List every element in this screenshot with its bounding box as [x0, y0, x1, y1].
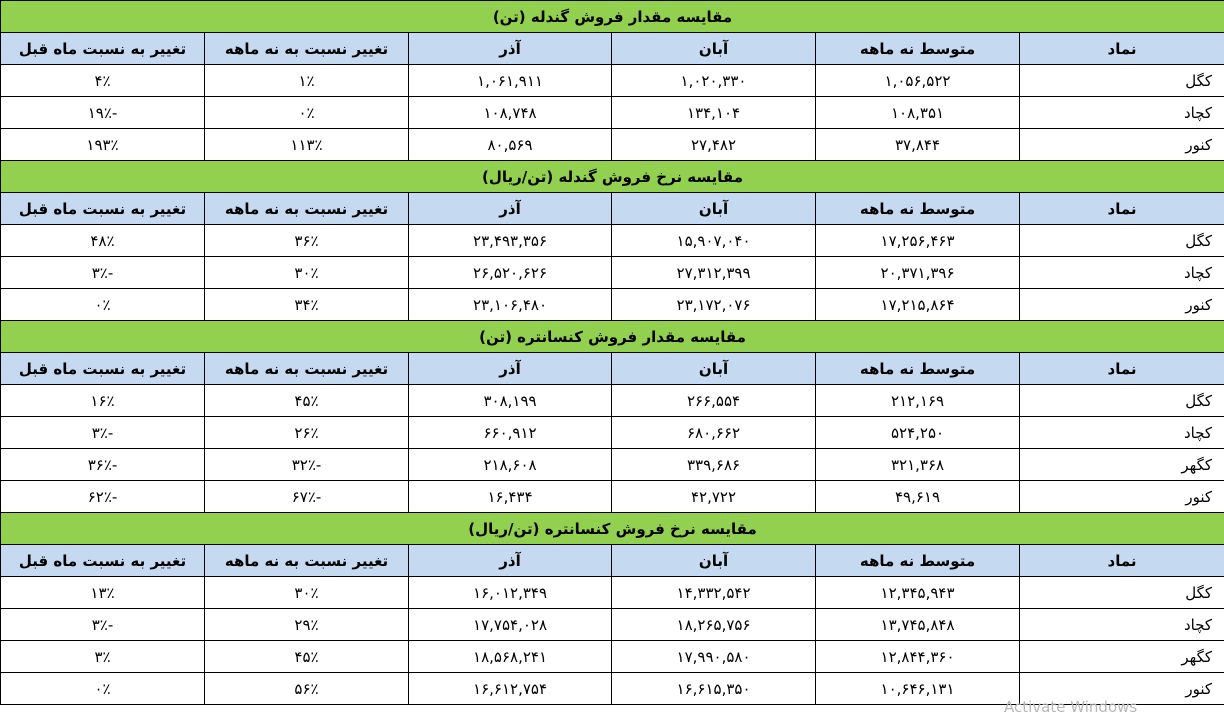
- nine-month-avg-header: متوسط نه ماهه: [816, 33, 1020, 65]
- change-vs-prev-month-header: تغییر به نسبت ماه قبل: [1, 353, 205, 385]
- aban-cell: ۲۳,۱۷۲,۰۷۶: [612, 289, 816, 321]
- change-vs-prev-month-header: تغییر به نسبت ماه قبل: [1, 193, 205, 225]
- nine-month-avg-header: متوسط نه ماهه: [816, 193, 1020, 225]
- azar-header: آذر: [409, 33, 612, 65]
- symbol-header: نماد: [1020, 545, 1224, 577]
- aban-cell: ۱۸,۲۶۵,۷۵۶: [612, 609, 816, 641]
- change-vs-prev-month-cell: -۶۲٪: [1, 481, 205, 513]
- aban-cell: ۶۸۰,۶۶۲: [612, 417, 816, 449]
- aban-cell: ۱۳۴,۱۰۴: [612, 97, 816, 129]
- symbol-cell: کچاد: [1020, 257, 1224, 289]
- change-vs-nine-month-cell: ۲۹٪: [205, 609, 409, 641]
- change-vs-nine-month-cell: ۳۰٪: [205, 257, 409, 289]
- table-row: [1, 385, 1224, 417]
- change-vs-nine-month-cell: ۳۴٪: [205, 289, 409, 321]
- azar-cell: ۱۸,۵۶۸,۲۴۱: [409, 641, 612, 673]
- azar-cell: ۳۰۸,۱۹۹: [409, 385, 612, 417]
- symbol-cell: کگل: [1020, 385, 1224, 417]
- aban-cell: ۳۳۹,۶۸۶: [612, 449, 816, 481]
- symbol-cell: کگل: [1020, 225, 1224, 257]
- section-title: مقایسه مقدار فروش کنسانتره (تن): [1, 321, 1224, 353]
- symbol-cell: کگل: [1020, 65, 1224, 97]
- azar-cell: ۱۶,۶۱۲,۷۵۴: [409, 673, 612, 705]
- column-header-row: [1, 193, 1224, 225]
- change-vs-prev-month-header: تغییر به نسبت ماه قبل: [1, 33, 205, 65]
- symbol-cell: کچاد: [1020, 609, 1224, 641]
- change-vs-nine-month-cell: ۵۶٪: [205, 673, 409, 705]
- nine-month-avg-cell: ۱,۰۵۶,۵۲۲: [816, 65, 1020, 97]
- azar-header: آذر: [409, 545, 612, 577]
- azar-cell: ۱۷,۷۵۴,۰۲۸: [409, 609, 612, 641]
- section-title: مقایسه نرخ فروش گندله (تن/ریال): [1, 161, 1224, 193]
- table-row: [1, 577, 1224, 609]
- azar-cell: ۱,۰۶۱,۹۱۱: [409, 65, 612, 97]
- symbol-header: نماد: [1020, 33, 1224, 65]
- nine-month-avg-cell: ۳۲۱,۳۶۸: [816, 449, 1020, 481]
- change-vs-nine-month-cell: ۱٪: [205, 65, 409, 97]
- azar-cell: ۱۶,۴۳۴: [409, 481, 612, 513]
- table-row: [1, 609, 1224, 641]
- table-row: [1, 417, 1224, 449]
- change-vs-prev-month-cell: ۰٪: [1, 673, 205, 705]
- section-title: مقایسه مقدار فروش گندله (تن): [1, 1, 1224, 33]
- aban-cell: ۱۵,۹۰۷,۰۴۰: [612, 225, 816, 257]
- change-vs-nine-month-cell: -۳۲٪: [205, 449, 409, 481]
- change-vs-nine-month-header: تغییر نسبت به نه ماهه: [205, 545, 409, 577]
- change-vs-prev-month-cell: ۱۶٪: [1, 385, 205, 417]
- azar-cell: ۲۱۸,۶۰۸: [409, 449, 612, 481]
- symbol-cell: کچاد: [1020, 417, 1224, 449]
- symbol-cell: کگهر: [1020, 449, 1224, 481]
- change-vs-prev-month-cell: ۴٪: [1, 65, 205, 97]
- aban-header: آبان: [612, 193, 816, 225]
- table-row: [1, 289, 1224, 321]
- symbol-cell: کگهر: [1020, 641, 1224, 673]
- aban-cell: ۱,۰۲۰,۳۳۰: [612, 65, 816, 97]
- aban-header: آبان: [612, 353, 816, 385]
- change-vs-nine-month-cell: -۶۷٪: [205, 481, 409, 513]
- azar-cell: ۲۳,۴۹۳,۳۵۶: [409, 225, 612, 257]
- nine-month-avg-cell: ۱۰۸,۳۵۱: [816, 97, 1020, 129]
- table-row: [1, 449, 1224, 481]
- symbol-cell: کنور: [1020, 129, 1224, 161]
- aban-header: آبان: [612, 545, 816, 577]
- nine-month-avg-cell: ۴۹,۶۱۹: [816, 481, 1020, 513]
- column-header-row: [1, 353, 1224, 385]
- symbol-cell: کنور: [1020, 289, 1224, 321]
- azar-cell: ۲۶,۵۲۰,۶۲۶: [409, 257, 612, 289]
- table-row: [1, 481, 1224, 513]
- change-vs-nine-month-header: تغییر نسبت به نه ماهه: [205, 33, 409, 65]
- change-vs-nine-month-cell: ۴۵٪: [205, 385, 409, 417]
- aban-cell: ۱۷,۹۹۰,۵۸۰: [612, 641, 816, 673]
- change-vs-nine-month-cell: ۴۵٪: [205, 641, 409, 673]
- symbol-header: نماد: [1020, 193, 1224, 225]
- nine-month-avg-cell: ۱۲,۳۴۵,۹۴۳: [816, 577, 1020, 609]
- nine-month-avg-cell: ۱۳,۷۴۵,۸۴۸: [816, 609, 1020, 641]
- change-vs-prev-month-cell: -۳٪: [1, 257, 205, 289]
- nine-month-avg-cell: ۲۱۲,۱۶۹: [816, 385, 1020, 417]
- symbol-cell: کنور: [1020, 673, 1224, 705]
- activate-windows-watermark: Activate Windows: [1004, 698, 1137, 716]
- change-vs-prev-month-cell: ۴۸٪: [1, 225, 205, 257]
- table-row: [1, 65, 1224, 97]
- azar-cell: ۶۶۰,۹۱۲: [409, 417, 612, 449]
- azar-cell: ۱۶,۰۱۲,۳۴۹: [409, 577, 612, 609]
- aban-cell: ۲۷,۳۱۲,۳۹۹: [612, 257, 816, 289]
- nine-month-avg-cell: ۵۲۴,۲۵۰: [816, 417, 1020, 449]
- change-vs-nine-month-cell: ۳۰٪: [205, 577, 409, 609]
- column-header-row: [1, 33, 1224, 65]
- change-vs-prev-month-cell: ۱۹۳٪: [1, 129, 205, 161]
- azar-cell: ۸۰,۵۶۹: [409, 129, 612, 161]
- azar-cell: ۱۰۸,۷۴۸: [409, 97, 612, 129]
- change-vs-prev-month-cell: -۱۹٪: [1, 97, 205, 129]
- table-row: [1, 641, 1224, 673]
- change-vs-nine-month-cell: ۳۶٪: [205, 225, 409, 257]
- nine-month-avg-cell: ۱۷,۲۱۵,۸۶۴: [816, 289, 1020, 321]
- section-title: مقایسه نرخ فروش کنسانتره (تن/ریال): [1, 513, 1224, 545]
- change-vs-prev-month-cell: ۰٪: [1, 289, 205, 321]
- change-vs-prev-month-cell: -۳٪: [1, 609, 205, 641]
- change-vs-nine-month-cell: ۱۱۳٪: [205, 129, 409, 161]
- table-row: [1, 257, 1224, 289]
- nine-month-avg-cell: ۱۷,۲۵۶,۴۶۳: [816, 225, 1020, 257]
- aban-header: آبان: [612, 33, 816, 65]
- symbol-cell: کچاد: [1020, 97, 1224, 129]
- aban-cell: ۱۶,۶۱۵,۳۵۰: [612, 673, 816, 705]
- table-row: [1, 225, 1224, 257]
- change-vs-nine-month-cell: ۲۶٪: [205, 417, 409, 449]
- change-vs-prev-month-cell: ۳٪: [1, 641, 205, 673]
- symbol-cell: کگل: [1020, 577, 1224, 609]
- change-vs-prev-month-cell: ۱۳٪: [1, 577, 205, 609]
- nine-month-avg-header: متوسط نه ماهه: [816, 353, 1020, 385]
- aban-cell: ۲۶۶,۵۵۴: [612, 385, 816, 417]
- azar-header: آذر: [409, 353, 612, 385]
- azar-header: آذر: [409, 193, 612, 225]
- change-vs-prev-month-cell: -۳۶٪: [1, 449, 205, 481]
- nine-month-avg-cell: ۱۲,۸۴۴,۳۶۰: [816, 641, 1020, 673]
- azar-cell: ۲۳,۱۰۶,۴۸۰: [409, 289, 612, 321]
- change-vs-prev-month-cell: -۳٪: [1, 417, 205, 449]
- nine-month-avg-cell: ۳۷,۸۴۴: [816, 129, 1020, 161]
- section-title-row: [1, 161, 1224, 193]
- aban-cell: ۲۷,۴۸۲: [612, 129, 816, 161]
- section-title-row: [1, 513, 1224, 545]
- table-row: [1, 97, 1224, 129]
- nine-month-avg-cell: ۲۰,۳۷۱,۳۹۶: [816, 257, 1020, 289]
- change-vs-prev-month-header: تغییر به نسبت ماه قبل: [1, 545, 205, 577]
- section-title-row: [1, 321, 1224, 353]
- change-vs-nine-month-header: تغییر نسبت به نه ماهه: [205, 193, 409, 225]
- section-title-row: [1, 1, 1224, 33]
- nine-month-avg-cell: ۱۰,۶۴۶,۱۳۱: [816, 673, 1020, 705]
- symbol-cell: کنور: [1020, 481, 1224, 513]
- column-header-row: [1, 545, 1224, 577]
- nine-month-avg-header: متوسط نه ماهه: [816, 545, 1020, 577]
- aban-cell: ۱۴,۳۳۲,۵۴۲: [612, 577, 816, 609]
- change-vs-nine-month-cell: ۰٪: [205, 97, 409, 129]
- aban-cell: ۴۲,۷۲۲: [612, 481, 816, 513]
- symbol-header: نماد: [1020, 353, 1224, 385]
- change-vs-nine-month-header: تغییر نسبت به نه ماهه: [205, 353, 409, 385]
- table-row: [1, 129, 1224, 161]
